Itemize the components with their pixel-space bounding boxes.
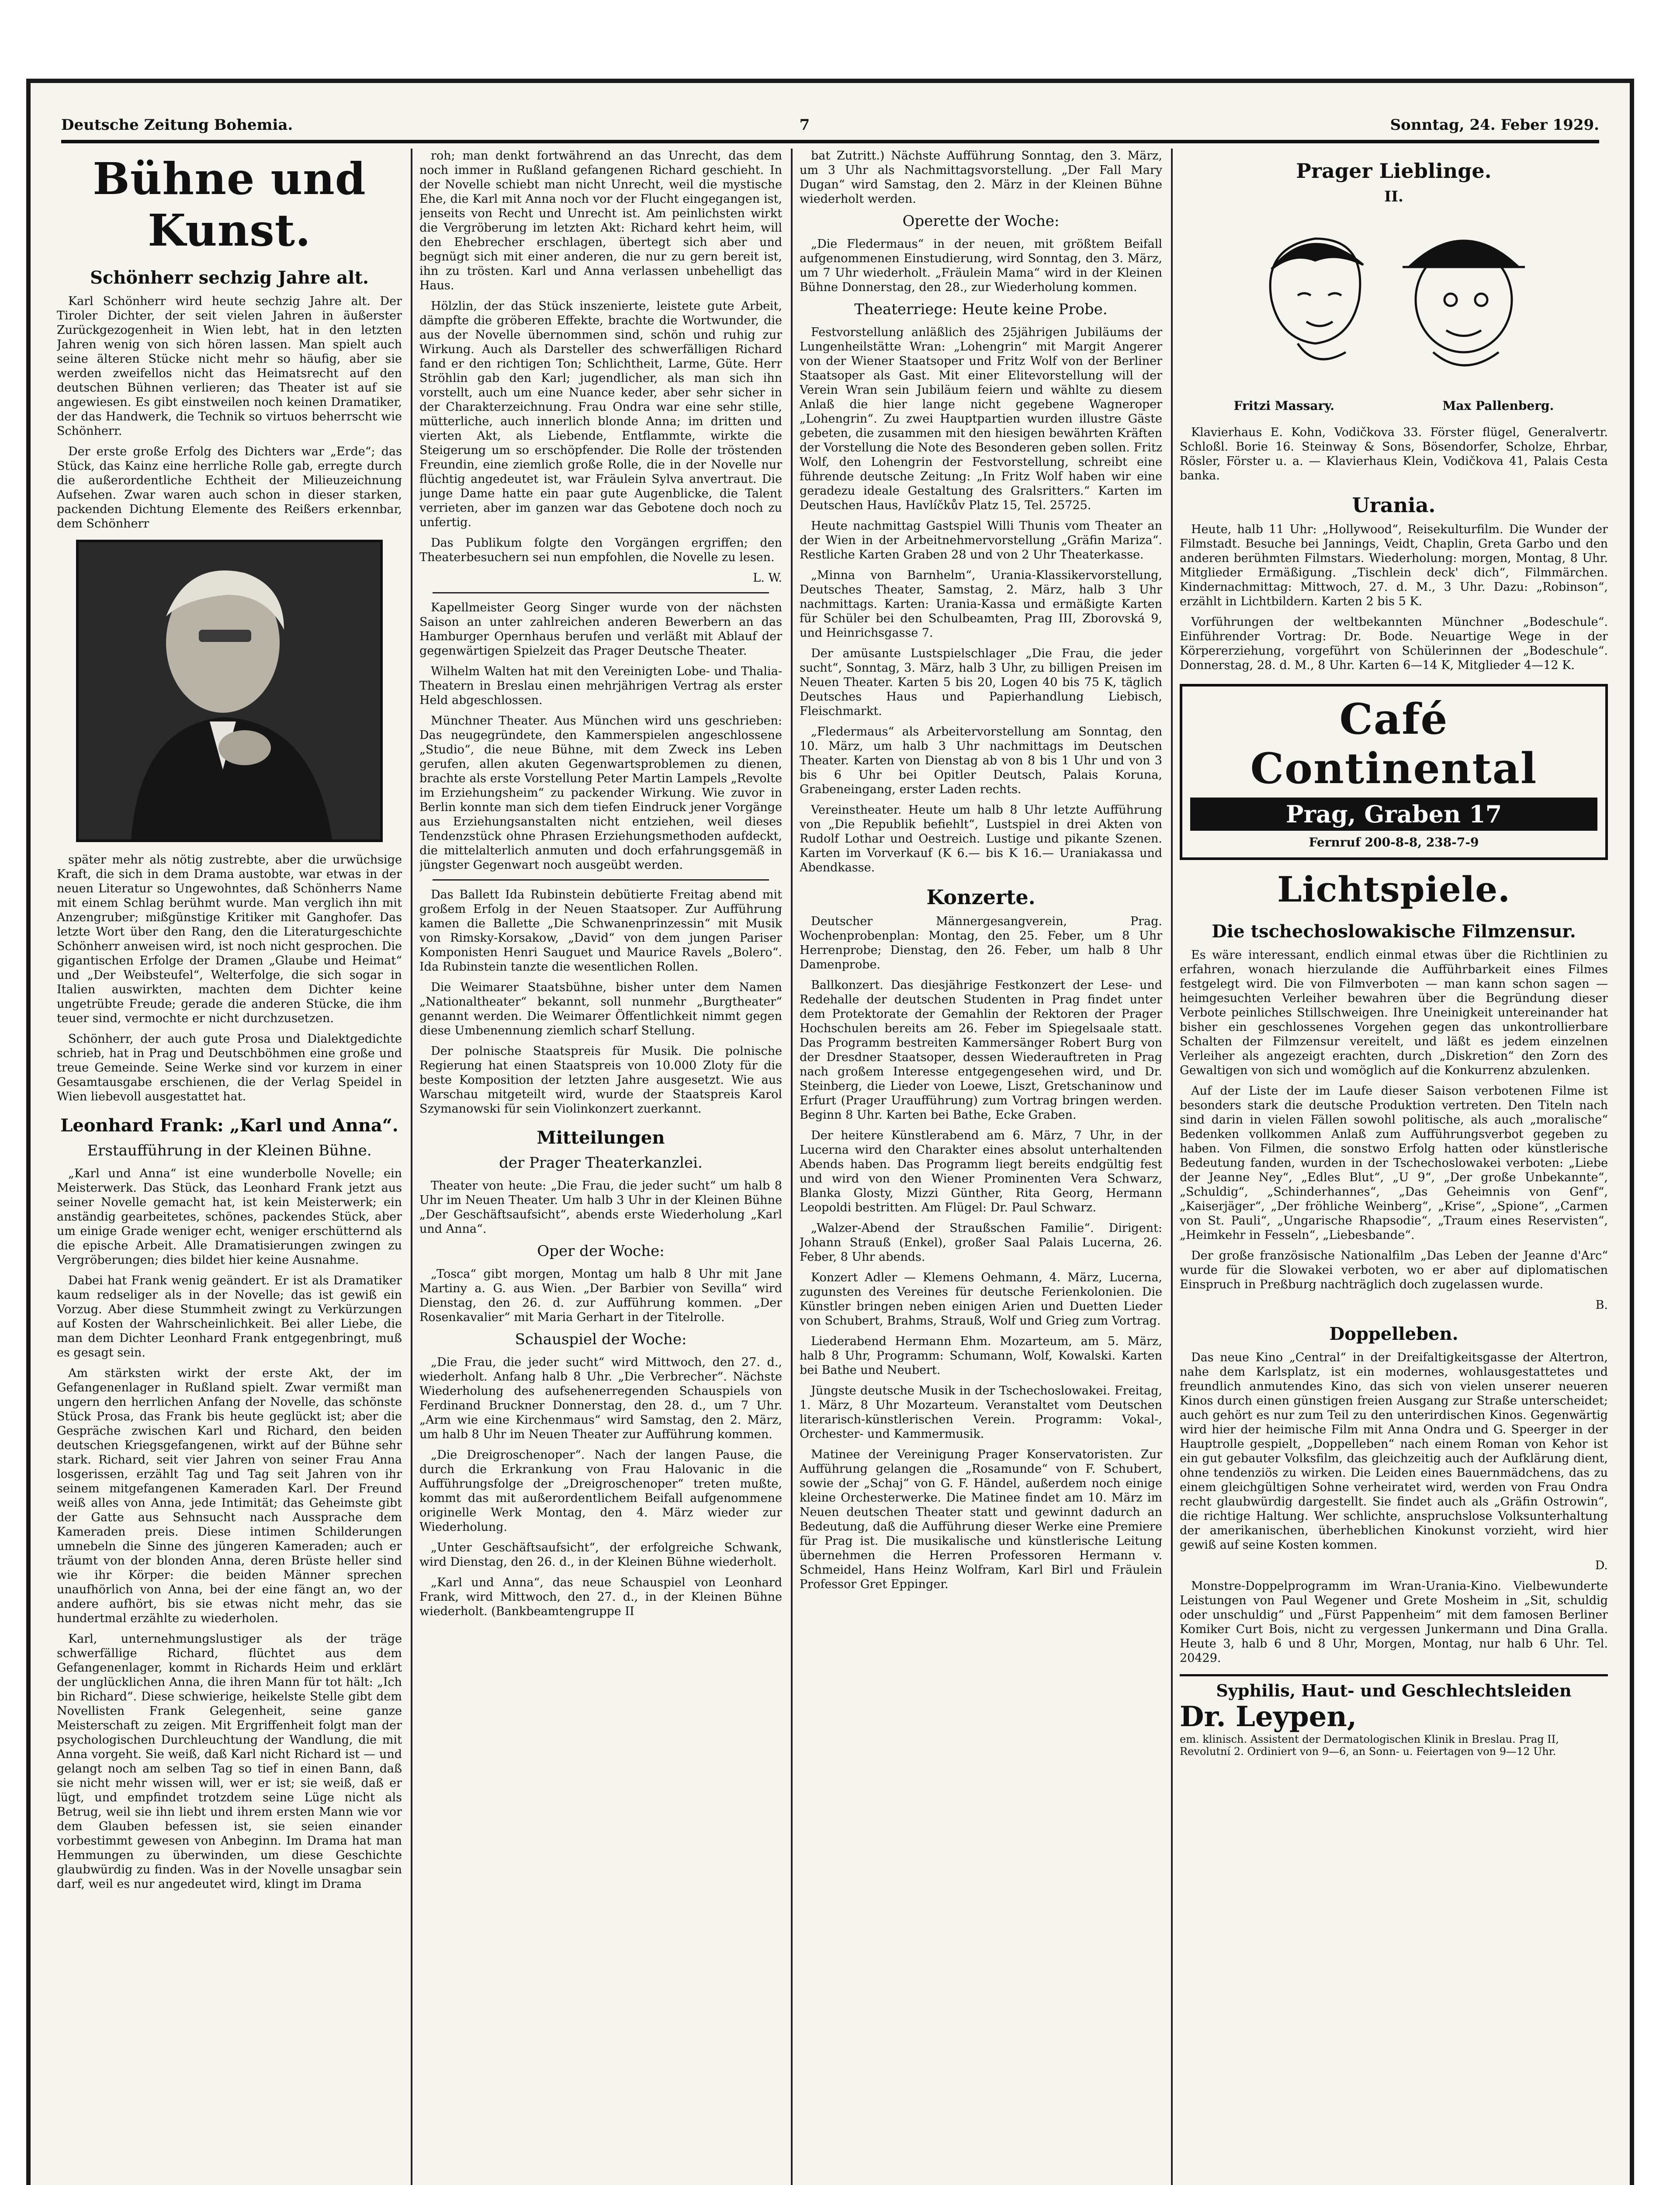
separator [433, 879, 769, 881]
page-number: 7 [799, 116, 810, 134]
news-item: Deutscher Männergesangverein, Prag. Wochenprobenplan: Montag, den 25. Feber, um 8 Uhr Herrenprobe; Dienstag, den 26. Feber, um halb 8 Uhr Damenprobe. [800, 915, 1162, 971]
article-paragraph: Der erste große Erfolg des Dichters war „Erde“; das Stück, das Kainz eine herrliche Rolle gab, erregte durch die außerordentliche Echtheit der Milieuzeichnung Aufsehen. Zwar waren auch schon in dieser starken, packenden Dichtung Elemente des Reißers erkennbar, dem Schönherr [57, 445, 402, 531]
news-item: bat Zutritt.) Nächste Aufführung Sonntag, den 3. März, um 3 Uhr als Nachmittagsvorstellung. „Der Fall Mary Dugan“ wird Samstag, den 2. März in der Kleinen Bühne wiederholt werden. [800, 149, 1162, 206]
section-heading: Urania. [1352, 493, 1436, 517]
section-title: Bühne und Kunst. [93, 153, 366, 256]
advertisement-text: Klavierhaus E. Kohn, Vodičkova 33. Förster flügel, Generalvertr. Schloßl. Borie 16. Steinway & Sons, Bösendorfer, Scholze, Ehrbar, Rösler, Förster u. a. — Klavierhaus Klein, Vodičkova 41, Palais Cesta banka. [1180, 426, 1608, 482]
news-item: Kapellmeister Georg Singer wurde von der nächsten Saison an unter zahlreichen anderen Bewerbern an das Hamburger Opernhaus berufen und verläßt mit Ablauf der gegenwärtigen Spielzeit das Prager Deutsche Theater. [419, 601, 782, 658]
article-paragraph: roh; man denkt fortwährend an das Unrecht, das dem noch immer in Rußland gefangenen Richard geschieht. In der Novelle schiebt man nicht Unrecht, weil die mystische Ehe, die Karl mit Anna noch vor der Flucht eingegangen ist, jenseits von Recht und Unrecht ist. Am peinlichsten wirkt die Vergröberung im letzten Akt: Richard kehrt heim, will den Ehebrecher erschlagen, übertegt sich aber und begnügt sich mit einer anderen, die nur zu gern bereit ist, ihn zu trösten. Karl und Anna verlassen unbehelligt das Haus. [419, 149, 782, 292]
news-item: Theater von heute: „Die Frau, die jeder sucht“ um halb 8 Uhr im Neuen Theater. Um halb 3 Uhr in der Kleinen Bühne „Der Geschäftsaufsicht“, abends erste Wiederholung „Karl und Anna“. [419, 1179, 782, 1236]
news-item: Vorführungen der weltbekannten Münchner „Bodeschule“. Einführender Vortrag: Dr. Bode. Neuartige Wege in der Körpererziehung, vorgeführt von Schülerinnen der „Bodeschule“. Donnerstag, 28. d. M., 8 Uhr. Karten 6—14 K, Mitglieder 4—12 K. [1180, 615, 1608, 672]
caricature-captions [1180, 399, 1608, 413]
article-paragraph: Der große französische Nationalfilm „Das Leben der Jeanne d'Arc“ wurde für die Slowakei verboten, wo er aber auf diplomatischen Einspruch in Preßburg nachträglich doch zugelassen wurde. [1180, 1249, 1608, 1291]
caricature-drawing [1245, 212, 1542, 396]
subsection-heading: Schauspiel der Woche: [515, 1331, 687, 1348]
cafe-address: Prag, Graben 17 [1190, 798, 1597, 831]
newspaper-name: Deutsche Zeitung Bohemia. [61, 116, 293, 134]
author-signature: L. W. [753, 571, 782, 585]
caption-right: Max Pallenberg. [1442, 399, 1554, 413]
article-paragraph: Karl, unternehmungslustiger als der träge schwerfällige Richard, flüchtet aus dem Gefangenenlager, kommt in Richards Heim und erklärt der unglücklichen Anna, die ihren Mann für tot hält: „Ich bin Richard“. Diese schwierige, heikelste Stelle gibt dem Novellisten Frank Gelegenheit, seine ganze Meisterschaft zu zeigen. Mit Ergriffenheit folgt man der psychologischen Durchleuchtung der Wandlung, die mit Anna vorgeht. Sie weiß, daß Karl nicht Richard ist — und gelangt noch am selben Tag so tief in einen Bann, daß sie nicht mehr wissen will, wer er ist; sie weiß, daß er lügt, und empfindet trotzdem seine Lüge nicht als Betrug, weil sie ihn liebt und ihrem ersten Mann wie vor dem Glauben befessen ist, sie seien einander vorbestimmt gewesen von Anbeginn. Im Drama hat man Hemmungen zu überwinden, um diese Geschichte glaubwürdig zu finden. Was in der Novelle unsagbar sein darf, weil es nur angedeutet wird, klingt im Drama [57, 1632, 402, 1891]
news-item: Wilhelm Walten hat mit den Vereinigten Lobe- und Thalia-Theatern in Breslau einen mehrjährigen Vertrag als erster Held abgeschlossen. [419, 665, 782, 707]
separator [433, 592, 769, 593]
issue-date: Sonntag, 24. Feber 1929. [1390, 116, 1599, 134]
section-subheading: der Prager Theaterkanzlei. [499, 1154, 703, 1172]
ad-details: em. klinisch. Assistent der Dermatologischen Klinik in Breslau. Prag II, Revolutní 2. Ordiniert von 9—6, an Sonn- u. Feiertagen von 9—12 Uhr. [1180, 1733, 1559, 1758]
news-item: Liederabend Hermann Ehm. Mozarteum, am 5. März, halb 8 Uhr, Programm: Schumann, Wolf, Kowalski. Karten bei Bathe und Neubert. [800, 1335, 1162, 1377]
news-item: „Tosca“ gibt morgen, Montag um halb 8 Uhr mit Jane Martiny a. G. aus Wien. „Der Barbier von Sevilla“ wird Dienstag, den 26. d. zur Aufführung kommen. „Der Rosenkavalier“ mit Maria Gerhart in der Titelrolle. [419, 1267, 782, 1324]
news-item: Heute, halb 11 Uhr: „Hollywood“, Reisekulturfilm. Die Wunder der Filmstadt. Besuche bei Jannings, Veidt, Chaplin, Greta Garbo und den anderen berühmten Filmstars. Wiederholung: morgen, Montag, 8 Uhr. Mitglieder Ermäßigung. „Tischlein deck' dich“, Filmmärchen. Kindernachmittag: Mittwoch, 27. d. M., 3 Uhr. Dazu: „Robinson“, erzählt in Lichtbildern. Karten 2 bis 5 K. [1180, 523, 1608, 608]
news-item: Ballkonzert. Das diesjährige Festkonzert der Lese- und Redehalle der deutschen Studenten in Prag findet unter dem Protektorate der Gemahlin der Rektoren der Prager Hochschulen bereits am 26. Feber im Spiegelsaale statt. Das Programm bestreiten Kammersänger Robert Burg von der Dresdner Staatsoper, dessen Wiederauftreten in Prag nach großem Interesse entgegengesehen wird, und Dr. Steinberg, die Lieder von Loewe, Liszt, Gretschaninow und Erfurt (Prager Uraufführung) zum Vortrag bringen werden. Beginn 8 Uhr. Karten bei Bathe, Ecke Graben. [800, 978, 1162, 1122]
news-item: Konzert Adler — Klemens Oehmann, 4. März, Lucerna, zugunsten des Vereines für deutsche Ferienkolonien. Die Künstler bringen neben einigen Arien und Duetten Lieder von Schubert, Brahms, Strauß, Wolf und Grieg zum Vortrag. [800, 1271, 1162, 1328]
section-heading: Prager Lieblinge. [1296, 159, 1492, 183]
column-4 [1180, 149, 1608, 2185]
article-paragraph: Auf der Liste der im Laufe dieser Saison verbotenen Filme ist besonders stark die deutsche Produktion vertreten. Den Titeln nach sind darin in vielen Fällen sowohl politische, als auch „moralische“ Bedenken vollkommen Anlaß zum Aufführungsverbot gegeben zu haben. Von Filmen, die sonstwo Erfolg hatten oder künstlerische Bedeutung fanden, wurden in der Tschechoslowakei verboten: „Liebe der Jeanne Ney“, „Edles Blut“, „U 9“, „Der große Unbekannte“, „Schuldig“, „Schinderhannes“, „Das Geheimnis von Genf“, „Kaiserjäger“, „Der fröhliche Weinberg“, „Krise“, „Spione“, „Carmen von St. Pauli“, „Ungarische Rhapsodie“, „Traum eines Reservisten“, „Heimkehr in Fesseln“, „Liebesbande“. [1180, 1084, 1608, 1242]
author-signature: B. [1595, 1298, 1608, 1312]
article-paragraph: Schönherr, der auch gute Prosa und Dialektgedichte schrieb, hat in Prag und Deutschböhmen eine große und treue Gemeinde. Seine Werke sind vor kurzem in einer Gesamtausgabe erschienen, die der Verlag Speidel in Wien liebevoll ausgestattet hat. [57, 1032, 402, 1103]
article-title: Die tschechoslowakische Filmzensur. [1212, 921, 1576, 942]
cafe-name: Café Continental [1250, 694, 1538, 793]
news-item: Münchner Theater. Aus München wird uns geschrieben: Das neugegründete, den Kammerspielen angeschlossene „Studio“, die neue Bühne, mit dem Zweck ins Leben gerufen, allen akuten Gegenwartsproblemen zu dienen, brachte als erste Vorstellung Peter Martin Lampels „Revolte im Erziehungsheim“ zu packender Wirkung. Wie zuvor in Berlin konnte man sich dem tiefen Eindruck jener Vorgänge aus Erziehungsanstalten nicht entziehen, weil dieses Tendenzstück ohne Phrasen Erziehungsmethoden aufdeckt, die mittelalterlich anmuten und doch erfahrungsgemäß in jüngster Gegenwart noch ausgeübt werden. [419, 714, 782, 872]
column-rule [411, 149, 412, 2185]
caption-left: Fritzi Massary. [1233, 399, 1335, 413]
news-item: Heute nachmittag Gastspiel Willi Thunis vom Theater an der Wien in der Arbeitnehmervorstellung „Gräfin Mariza“. Restliche Karten Graben 28 und von 2 Uhr Theaterkasse. [800, 519, 1162, 562]
portrait-illustration [79, 542, 380, 839]
series-number: II. [1384, 188, 1403, 205]
news-item: „Minna von Barnhelm“, Urania-Klassikervorstellung, Deutsches Theater, Samstag, 2. März, halb 3 Uhr nachmittags. Karten: Urania-Kassa und ermäßigte Karten für Schüler bei den Schulbeamten, Prag III, Zborovská 9, und Heinrichsgasse 7. [800, 569, 1162, 640]
portrait-photo [76, 540, 383, 842]
news-item: Der amüsante Lustspielschlager „Die Frau, die jeder sucht“, Sonntag, 3. März, halb 3 Uhr, zu billigen Preisen im Neuen Theater. Karten 5 bis 20, Logen 40 bis 75 K, täglich Deutsches Haus und Papierhandlung Liebisch, Fleischmarkt. [800, 647, 1162, 718]
section-title: Lichtspiele. [1277, 869, 1510, 910]
subsection-heading: Theaterriege: Heute keine Probe. [854, 301, 1108, 318]
news-item: „Walzer-Abend der Straußschen Familie“. Dirigent: Johann Strauß (Enkel), großer Saal Palais Lucerna, 26. Feber, 8 Uhr abends. [800, 1221, 1162, 1264]
news-item: „Die Dreigroschenoper“. Nach der langen Pause, die durch die Erkrankung von Frau Halovanic in die Aufführungsfolge der „Dreigroschenoper“ treten mußte, kommt das mit außerordentlichem Beifall aufgenommene originelle Werk Montag, den 4. März wieder zur Wiederholung. [419, 1448, 782, 1534]
cafe-phone: Fernruf 200-8-8, 238-7-9 [1309, 835, 1479, 850]
article-paragraph: Am stärksten wirkt der erste Akt, der im Gefangenenlager in Rußland spielt. Zwar vermißt man ungern den herrlichen Anfang der Novelle, das schönste Stück Prosa, das Frank bis heute geglückt ist; aber die Gespräche zwischen Karl und Richard, den beiden deutschen Kriegsgefangenen, wirkt auf der Bühne sehr stark. Richard, seit vier Jahren von seiner Frau Anna losgerissen, erzählt Tag und Tag seit Jahren von ihr seinem mitgefangenen Kameraden Karl. Der Freund weiß alles von Anna, jede Intimität; das Geheimste gibt der Gatte aus Sehnsucht nach Aussprache dem Kameraden preis. Diese intimen Schilderungen umnebeln die Sinne des jüngeren Kameraden; auch er träumt von der blonden Anna, deren Brüste heller sind wie ihr Körper: die beiden Männer sprechen unaufhörlich von Anna, bei der eine fängt an, wo der andere aufhört, bis sie etwas nicht mehr, das sie hundertmal erzählte zu wiederholen. [57, 1366, 402, 1625]
column-rule [1171, 149, 1173, 2185]
news-item: „Die Fledermaus“ in der neuen, mit größtem Beifall aufgenommenen Einstudierung, wird Sonntag, den 3. März, um 7 Uhr wiederholt. „Fräulein Mama“ wird in der Kleinen Bühne Donnerstag, den 28., zur Wiederholung kommen. [800, 237, 1162, 294]
news-item: Matinee der Vereinigung Prager Konservatoristen. Zur Aufführung gelangen die „Rosamunde“ von F. Schubert, sowie der „Schaj“ von G. F. Händel, außerdem noch einige kleine Orchesterwerke. Die Matinee findet am 10. März im Neuen deutschen Theater statt und gewinnt dadurch an Bedeutung, daß die Aufführung dieser Werke eine Premiere für Prag ist. Die musikalische und künstlerische Leitung übernehmen die Herren Professoren Hermann v. Schmeidel, Hans Heinz Wolfram, Karl Birl und Fräulein Professor Gret Eppinger. [800, 1448, 1162, 1591]
subsection-heading: Operette der Woche: [902, 212, 1060, 230]
page-header [61, 101, 1599, 143]
article-title: Doppelleben. [1329, 1324, 1458, 1344]
caricature-illustration [1245, 212, 1542, 396]
news-item: Jüngste deutsche Musik in der Tschechoslowakei. Freitag, 1. März, 8 Uhr Mozarteum. Veranstaltet vom Deutschen literarisch-künstlerischen Verein. Programm: Vokal-, Orchester- und Kammermusik. [800, 1384, 1162, 1441]
article-paragraph: Dabei hat Frank wenig geändert. Er ist als Dramatiker kaum redseliger als in der Novelle; das ist gewiß ein Vorzug. Aber diese Stummheit zwingt zu Verkürzungen auf Kosten der Wahrscheinlichkeit. Bei aller Liebe, die man dem Dichter Leonhard Frank entgegenbringt, muß es gesagt sein. [57, 1274, 402, 1360]
doctor-advertisement [1180, 1674, 1608, 1758]
news-item: „Die Frau, die jeder sucht“ wird Mittwoch, den 27. d., wiederholt. Anfang halb 8 Uhr. „Die Verbrecher“. Nächste Wiederholung des aufsehenerregenden Schauspiels von Ferdinand Bruckner Donnerstag, den 28. d., um 7 Uhr. „Arm wie eine Kirchenmaus“ wird Samstag, den 2. März, um halb 8 Uhr im Neuen Theater zur Aufführung kommen. [419, 1356, 782, 1441]
column-2 [419, 149, 782, 2185]
ad-doctor-name: Dr. Leypen, [1180, 1700, 1357, 1733]
column-3 [800, 149, 1162, 2185]
newspaper-page [26, 79, 1634, 2185]
column-rule [791, 149, 793, 2185]
news-item: „Unter Geschäftsaufsicht“, der erfolgreiche Schwank, wird Dienstag, den 26. d., in der Kleinen Bühne wiederholt. [419, 1541, 782, 1569]
column-1 [57, 149, 402, 2185]
article-subtitle: Erstaufführung in der Kleinen Bühne. [87, 1142, 372, 1159]
article-paragraph: „Karl und Anna“ ist eine wunderbolle Novelle; ein Meisterwerk. Das Stück, das Leonhard Frank jetzt aus seiner Novelle gemacht hat, ist kein Meisterwerk; ein anständig gearbeitetes, schönes, packendes Stück, aber um einige Grade weniger echt, weniger erschütternd als die epische Arbeit. Alle Dramatisierungen zwingen zu Vergröberungen; dies bildet hier keine Ausnahme. [57, 1167, 402, 1267]
news-item: Der polnische Staatspreis für Musik. Die polnische Regierung hat einen Staatspreis von 10.000 Zloty für die beste Komposition der letzten Jahre ausgesetzt. Wie aus Warschau mitgeteilt wird, wurde der Staatspreis Karol Szymanowski für sein Violinkonzert zuerkannt. [419, 1044, 782, 1116]
news-item: Der heitere Künstlerabend am 6. März, 7 Uhr, in der Lucerna wird den Charakter eines absolut unterhaltenden Abends haben. Das Programm liegt bereits endgültig fest und wird von den Wiener Prominenten Vera Schwarz, Blanka Glosty, Mizzi Günther, Rita Georg, Hermann Leopoldi bestritten. Am Flügel: Dr. Paul Schwarz. [800, 1129, 1162, 1214]
advertisement-text: Monstre-Doppelprogramm im Wran-Urania-Kino. Vielbewunderte Leistungen von Paul Wegener und Grete Mosheim in „Sit, schuldig oder unschuldig“ und „Fürst Pappenheim“ mit dem famosen Berliner Komiker Curt Bois, nicht zu vergessen Junkermann und Dina Gralla. Heute 3, halb 6 und 8 Uhr, Morgen, Montag, nur halb 6 Uhr. Tel. 20429. [1180, 1579, 1608, 1665]
news-item: „Fledermaus“ als Arbeitervorstellung am Sonntag, den 10. März, um halb 3 Uhr nachmittags im Deutschen Theater. Karten von Dienstag ab von 8 bis 1 Uhr und von 3 bis 6 Uhr bei Opitler Deutsch, Palais Koruna, Grabeneingang, erster Laden rechts. [800, 725, 1162, 796]
section-heading: Mitteilungen [537, 1127, 665, 1148]
subsection-heading: Oper der Woche: [537, 1242, 665, 1260]
article-paragraph: Das neue Kino „Central“ in der Dreifaltigkeitsgasse der Altertron, nahe dem Karlsplatz, ist ein modernes, wohlausgestattetes und freundlich anmutendes Kino, das sich von vielen unserer neueren Kinos durch einen günstigen freien Ausgang zur Straße unterscheidet; auch gehört es nur zum Teil zu den unterirdischen Kinos. Gegenwärtig wird hier der heimische Film mit Anna Ondra und G. Speerger in der Hauptrolle gespielt, „Doppelleben“ nach einem Roman von Kehor ist ein gut gebauter Volksfilm, das gleichzeitig auch der Aufklärung dient, ohne tendenziös zu wirken. Die Leiden eines Bauernmädchens, das zu einem gleichgültigen Sohne verheiratet wird, werden von Frau Ondra recht glaubwürdig dargestellt. Sie findet auch als „Gräfin Ostrowin“, die richtige Haltung. Wer schlichte, anspruchslose Volksunterhaltung der amerikanischen, überheblichen Kinokunst vorzieht, wird hier gewiß auf seine Kosten kommen. [1180, 1351, 1608, 1552]
cafe-advertisement [1180, 684, 1608, 860]
article-title: Schönherr sechzig Jahre alt. [90, 267, 369, 288]
news-item: Das Ballett Ida Rubinstein debütierte Freitag abend mit großem Erfolg in der Neuen Staatsoper. Zur Aufführung kamen die Ballette „Die Schwanenprinzessin“ mit Musik von Rimsky-Korsakow, „David“ von dem jungen Pariser Komponisten Henri Sauguet und Maurice Ravels „Bolero“. Ida Rubinstein tanzte die wesentlichen Rollen. [419, 888, 782, 974]
article-paragraph: Karl Schönherr wird heute sechzig Jahre alt. Der Tiroler Dichter, der seit vielen Jahren in äußerster Zurückgezogenheit in Wien lebt, hat in den letzten Jahren wenig von sich hören lassen. Man spielt auch seine älteren Stücke nicht mehr so häufig, aber sie werden zweifellos nicht das Heimatsrecht auf den deutschen Bühnen verlieren; das Theater ist auf sie angewiesen. Es gibt einstweilen noch keinen Dramatiker, der das Handwerk, die Technik so virtuos beherrscht wie Schönherr. [57, 295, 402, 438]
news-item: „Karl und Anna“, das neue Schauspiel von Leonhard Frank, wird Mittwoch, den 27. d., in der Kleinen Bühne wiederholt. (Bankbeamtengruppe II [419, 1576, 782, 1618]
author-signature: D. [1595, 1559, 1608, 1572]
article-title: Leonhard Frank: „Karl und Anna“. [60, 1115, 398, 1136]
article-paragraph: Es wäre interessant, endlich einmal etwas über die Richtlinien zu erfahren, wonach hierzulande die Aufführbarkeit eines Filmes festgelegt wird. Die von Filmverboten — man kann schon sagen — heimgesuchten Verleiher bewahren über die Begründung dieser Verbote peinliches Stillschweigen. Ihre Uneinigkeit untereinander hat bisher ein geschlossenes Vorgehen gegen das unkontrollierbare Schalten der Filmzensur vereitelt, und läßt es jedem einzelnen Verleiher als angezeigt erachten, durch „Diskretion“ den Zorn des Gewaltigen von sich und womöglich auf die Konkurrenz abzulenken. [1180, 948, 1608, 1077]
article-paragraph: Das Publikum folgte den Vorgängen ergriffen; den Theaterbesuchern sei nun empfohlen, die Novelle zu lesen. [419, 536, 782, 564]
ad-headline: Syphilis, Haut- und Geschlechtsleiden [1216, 1681, 1572, 1700]
news-item: Vereinstheater. Heute um halb 8 Uhr letzte Aufführung von „Die Republik befiehlt“, Lustspiel in drei Akten von Rudolf Lothar und Oestreich. Lustige und pikante Szenen. Karten im Vorverkauf (K 6.— bis K 16.— Uraniakassa und Abendkasse. [800, 803, 1162, 874]
news-item: Festvorstellung anläßlich des 25jährigen Jubiläums der Lungenheilstätte Wran: „Lohengrin“ mit Margit Angerer von der Wiener Staatsoper und Fritz Wolf von der Berliner Staatsoper als Gast. Mit einer Elitevorstellung will der Verein Wran sein Jubiläum feiern und wählte zu diesem Anlaß die hier lange nicht gegebene Wagneroper „Lohengrin“. Zu zwei Hauptpartien wurden illustre Gäste gebeten, die zusammen mit den hiesigen bewährten Kräften der Vorstellung die Note des Besonderen geben sollen. Fritz Wolf, den Lohengrin der Festvorstellung, schreibt eine führende deutsche Zeitung: „In Fritz Wolf haben wir eine geradezu ideale Gestaltung des Gralsritters.“ Karten im Deutschen Haus, Havlíčkův Platz 15, Tel. 25725. [800, 326, 1162, 512]
section-heading: Konzerte. [926, 885, 1036, 909]
news-item: Die Weimarer Staatsbühne, bisher unter dem Namen „Nationaltheater“ bekannt, soll nunmehr „Burgtheater“ genannt werden. Die Weimarer Öffentlichkeit nimmt gegen diese Umbenennung ziemlich scharf Stellung. [419, 981, 782, 1037]
article-paragraph: Hölzlin, der das Stück inszenierte, leistete gute Arbeit, dämpfte die gröberen Effekte, brachte die Wortwunder, die aus der Novelle übernommen sind, schön und ruhig zur Wirkung. Auch als Darsteller des schwerfälligen Richard fand er den richtigen Ton; Schlichtheit, Larme, Güte. Herr Ströhlin gab den Karl; jugendlicher, als man sich ihn vorstellt, auch um eine Nuance keder, aber sehr sicher in der Charakterzeichnung. Frau Ondra war eine sehr stille, mütterliche, auch innerlich blonde Anna; im dritten und vierten Akt, als Liebende, Entflammte, wirkte die Steigerung um so erschöpfender. Die Rolle der tröstenden Freundin, eine ziemlich große Rolle, die in der Novelle nur flüchtig angedeutet ist, war Fräulein Sylva anvertraut. Die junge Dame hatte ein paar gute Augenblicke, die Talent verrieten, aber im ganzen war das Gebotene doch noch zu unfertig. [419, 299, 782, 529]
article-paragraph: später mehr als nötig zustrebte, aber die urwüchsige Kraft, die sich in dem Drama austobte, war etwas in der neuen Literatur so Ungewohntes, daß Schönherrs Name mit einem Schlag berühmt wurde. Man verglich ihn mit Anzengruber; mißgünstige Kritiker mit Ganghofer. Das letzte Wort über den Rang, den die Literaturgeschichte Schönherr anweisen wird, ist noch nicht gesprochen. Die gigantischen Erfolge der Dramen „Glaube und Heimat“ und „Der Weibsteufel“, Welterfolge, die sich sogar in Italien auswirkten, machten dem Dichter keine ungetrübte Freude; gerade die anderen Stücke, die ihm teuer sind, vermochte er nicht durchzusetzen. [57, 853, 402, 1025]
